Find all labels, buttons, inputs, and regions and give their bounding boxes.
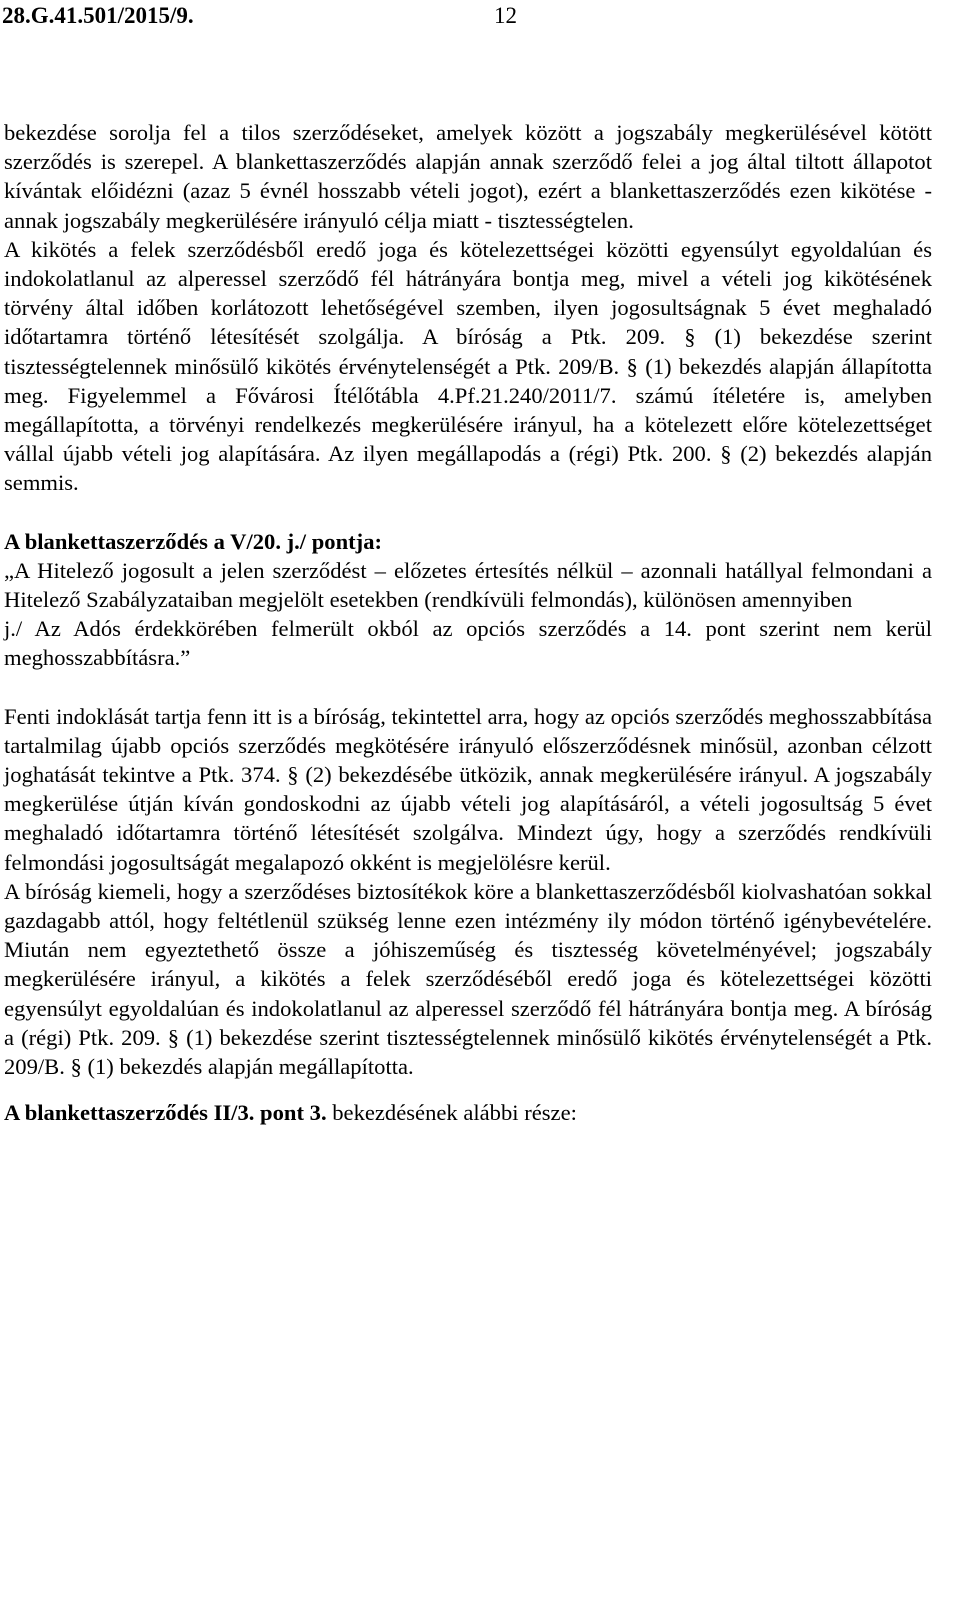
paragraph-1: bekezdése sorolja fel a tilos szerződéseket, amelyek között a jogszabály megkerülésével kötött szerződés is szerepel. A blankettaszerződés alapján annak szerződő felei a jog által tiltott állapotot kívántak előidézni (azaz 5 évnél hosszabb vételi jogot), ezért a blankettaszerződés ezen kikötése - annak jogszabály megkerülésére irányuló célja miatt - tisztességtelen. (4, 120, 932, 233)
paragraph-4: A bíróság kiemeli, hogy a szerződéses biztosítékok köre a blankettaszerződésből kiolvashatóan sokkal gazdagabb attól, hogy feltétlenül szükség lenne ezen intézmény ily módon történő igénybevételére. Miután nem egyeztethető össze a jóhiszeműség és tisztesség követelményével; jogszabály megkerülésére irányul, a kikötés a felek szerződéséből eredő joga és kötelezettségei közötti egyensúlyt egyoldalúan és indokolatlanul az alperessel szerződő fél hátrányára bontja meg. A bíróság a (régi) Ptk. 209. § (1) bekezdése szerint tisztességtelennek minősülő kikötés érvénytelenségét a Ptk. 209/B. § (1) bekezdés alapján megállapította. (4, 878, 932, 1080)
page-header (2, 2, 932, 34)
section-heading-ii3 (4, 1098, 932, 1127)
page-number: 12 (494, 3, 517, 28)
quoted-clause-item-j: j./ Az Adós érdekkörében felmerült okból az opciós szerződés a 14. pont szerint nem kerül meghosszabbításra.” (4, 616, 932, 671)
spacer (4, 498, 932, 527)
paragraph-2: A kikötés a felek szerződésből eredő joga és kötelezettségei közötti egyensúlyt egyoldalúan és indokolatlanul az alperessel szerződő fél hátrányára bontja meg, mivel a vételi jog kikötésének törvény által időben korlátozott lehetőségével szemben, ilyen jogosultságnak 5 évet meghaladó időtartamra történő létesítését szolgálja. A bíróság a Ptk. 209. § (1) bekezdése szerint tisztességtelennek minősülő kikötés érvénytelenségét a Ptk. 209/B. § (1) bekezdés alapján állapította meg. Figyelemmel a Fővárosi Ítélőtábla 4.Pf.21.240/2011/7. számú ítéletére is, amelyben megállapította, a törvényi rendelkezés megkerülésére irányul, ha a kötelezett előre kötelezettséget vállal újabb vételi jog alapítására. Az ilyen megállapodás a (régi) Ptk. 200. § (2) bekezdés alapján semmis. (4, 236, 932, 496)
section-heading-ii3-bold: A blankettaszerződés II/3. pont 3. (4, 1100, 327, 1126)
document-body (4, 118, 932, 1128)
section-heading-ii3-rest: bekezdésének alábbi része: (326, 1100, 577, 1126)
spacer (4, 1081, 932, 1098)
case-number: 28.G.41.501/2015/9. (2, 3, 194, 28)
spacer (4, 673, 932, 702)
quoted-clause: „A Hitelező jogosult a jelen szerződést – előzetes értesítés nélkül – azonnali hatállyal felmondani a Hitelező Szabályzataiban megjelölt esetekben (rendkívüli felmondás), különösen amennyiben (4, 557, 932, 613)
paragraph-3: Fenti indoklását tartja fenn itt is a bíróság, tekintettel arra, hogy az opciós szerződés meghosszabbítása tartalmilag újabb opciós szerződés megkötésére irányuló előszerződésnek minősül, azonban célzott joghatását tekintve a Ptk. 374. § (2) bekezdésébe ütközik, annak megkerülésére irányul. A jogszabály megkerülése útján kíván gondoskodni az újabb vételi jog alapításáról, a vételi jogosultság 5 évet meghaladó időtartamra történő létesítését szolgálva. Mindezt úgy, hogy a szerződés rendkívüli felmondási jogosultságát megalapozó okként is megjelölésre kerül. (4, 703, 932, 875)
section-heading-v20: A blankettaszerződés a V/20. j./ pontja: (4, 528, 383, 554)
